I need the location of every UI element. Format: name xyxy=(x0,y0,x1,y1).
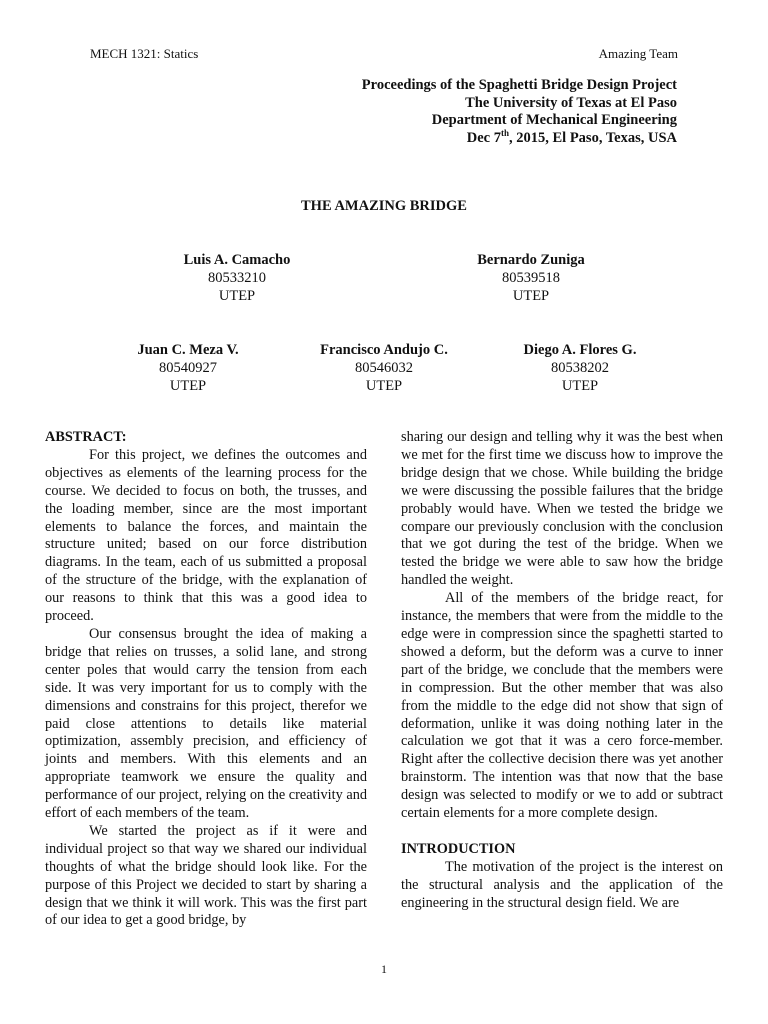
author-1 xyxy=(137,251,337,305)
author-affiliation: UTEP xyxy=(365,378,403,394)
author-name: Luis A. Camacho xyxy=(183,252,291,268)
author-id: 80538202 xyxy=(551,360,609,376)
proceedings-line-3: Department of Mechanical Engineering xyxy=(431,112,677,128)
abstract-paragraph-4: All of the members of the bridge react, for instance, the members that were from the middle to the edge were in compression since the spaghetti started to showed a deform, but the deform was a curve to inner part of the bridge, we conclude that the members were in compression. But the other member that was also from the middle to the edge did not show that sign of deformation, unlike it was doing nothing later in the calculation we got that it was a cero force-member. Right after the collective decision there was yet another brainstorm. The intention was that now that the base design was selected to modify or we to add or subtract certain elements for a more complete design. xyxy=(401,590,723,822)
proceedings-date xyxy=(362,127,677,148)
abstract-paragraph-3: We started the project as if it were and individual project so that way we shared our individual thoughts of what the bridge should look like. For the purpose of this Project we decided to start by sharing a design that we think it will work. This was the first part of our idea to get a good bridge, by xyxy=(45,822,367,929)
team-label: Amazing Team xyxy=(598,46,678,61)
author-id: 80533210 xyxy=(208,270,266,286)
abstract-paragraph-1: For this project, we defines the outcomes and objectives as elements of the learning process for the course. We decided to focus on both, the trusses, and the loading member, since are the most important elements to balance the forces, and maintain the structure united; based on our force distribution diagrams. In the team, each of us submitted a proposal of the structure of the bridge, with the explanation of our reasons to think that this was a good idea to proceed. xyxy=(45,446,367,625)
introduction-paragraph-1: The motivation of the project is the interest on the structural analysis and the application of the engineering in the structural design field. We are xyxy=(401,858,723,911)
paper-title: THE AMAZING BRIDGE xyxy=(301,198,467,214)
abstract-paragraph-3-continued: sharing our design and telling why it was the best when we met for the first time we discuss how to improve the bridge design that we chose. While building the bridge we were discussing the possible failures that the bridge probably would have. When we tested the bridge we compare our previously conclusion with the conclusion that we got during the test of the bridge. When we tested the bridge we were able to saw how the bridge handled the weight. xyxy=(401,429,723,589)
date-rest: , 2015, El Paso, Texas, USA xyxy=(509,129,677,146)
author-affiliation: UTEP xyxy=(169,378,207,394)
page-number: 1 xyxy=(381,962,387,976)
proceedings-line-1: Proceedings of the Spaghetti Bridge Design Project xyxy=(361,77,677,93)
author-affiliation: UTEP xyxy=(218,288,256,304)
abstract-heading: ABSTRACT: xyxy=(45,429,127,445)
left-column xyxy=(45,429,367,930)
author-name: Diego A. Flores G. xyxy=(523,342,637,358)
proceedings-line-2: The University of Texas at El Paso xyxy=(465,94,677,111)
author-5 xyxy=(480,341,680,395)
author-id: 80540927 xyxy=(159,360,217,376)
course-label: MECH 1321: Statics xyxy=(90,46,199,61)
abstract-paragraph-2: Our consensus brought the idea of making a bridge that relies on trusses, a solid lane, and strong center poles that would carry the tension from each side. It was very important for us to comply with the dimensions and constrains for this project, therefor we paid close attentions to details like material optimization, assembly precision, and efficiency of joints and members. With this elements and an appropriate teamwork we ensure the quality and performance of our project, relying on the creativity and effort of each members of the team. xyxy=(45,625,367,822)
running-header xyxy=(90,46,678,62)
proceedings-block xyxy=(362,77,677,147)
author-id: 80539518 xyxy=(502,270,560,286)
author-3 xyxy=(88,341,288,395)
author-name: Bernardo Zuniga xyxy=(477,252,585,268)
author-affiliation: UTEP xyxy=(512,288,550,304)
date-day: Dec 7 xyxy=(466,129,501,146)
author-name: Francisco Andujo C. xyxy=(320,342,448,358)
author-name: Juan C. Meza V. xyxy=(137,342,239,358)
author-affiliation: UTEP xyxy=(561,378,599,394)
author-2 xyxy=(431,251,631,305)
right-column xyxy=(401,429,723,912)
author-4 xyxy=(284,341,484,395)
author-id: 80546032 xyxy=(355,360,413,376)
introduction-heading: INTRODUCTION xyxy=(401,840,516,857)
date-suffix: th xyxy=(500,127,509,138)
